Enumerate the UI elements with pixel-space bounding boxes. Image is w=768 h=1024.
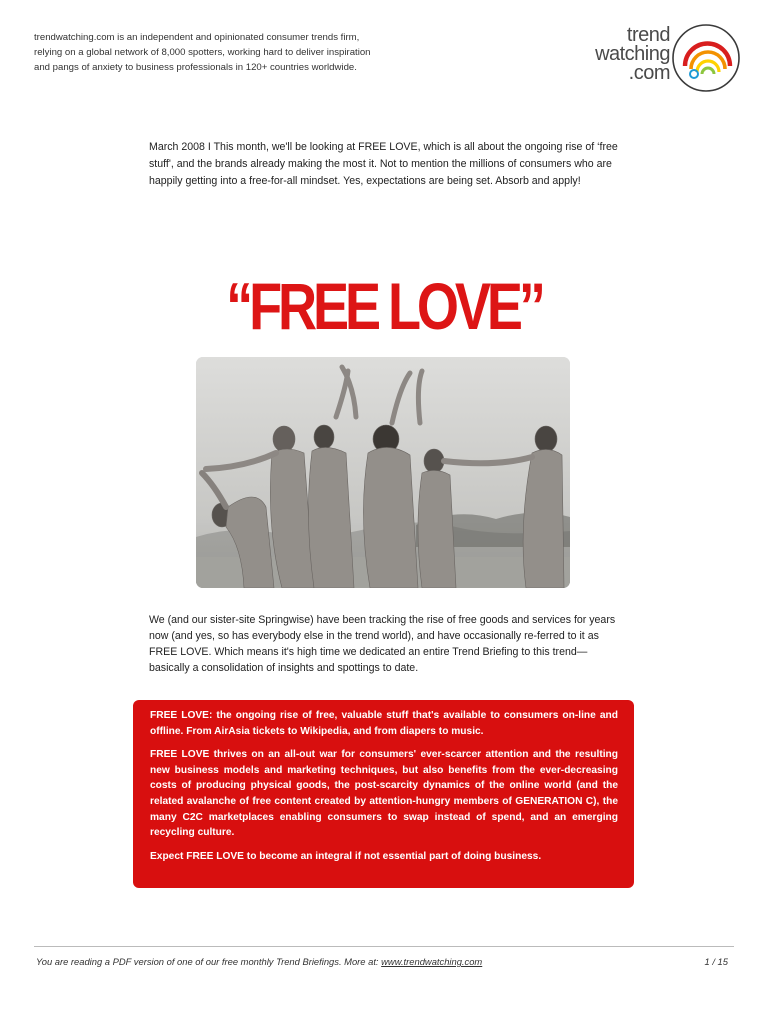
- footer-link[interactable]: www.trendwatching.com: [381, 956, 483, 967]
- expectation-paragraph: Expect FREE LOVE to become an integral if not essential part of doing business.: [150, 850, 542, 862]
- logo-word-trend: trend: [626, 24, 670, 46]
- footer-divider: [34, 946, 734, 947]
- footer-text: You are reading a PDF version of one of our free monthly Trend Briefings. More at:: [36, 956, 382, 967]
- page-number: 1 / 15: [704, 956, 728, 967]
- body-paragraph: We (and our sister-site Springwise) have been tracking the rise of free goods and services for years now (and yes, so has everybody else in the trend world), and have occasionally re-ferred to it as FREE LOVE. Which means it's high time we dedicated an entire Trend Briefing to this trend—basically a consolidation of insights and spottings to date.: [149, 614, 616, 674]
- intro-line: and pangs of anxiety to business professionals in 120+ countries worldwide.: [34, 62, 357, 73]
- trend-definition-box: [133, 700, 634, 888]
- intro-line: relying on a global network of 8,000 spotters, working hard to deliver inspiration: [34, 47, 371, 58]
- rainbow-logo-icon: [672, 22, 740, 94]
- intro-line: trendwatching.com is an independent and opinionated consumer trends firm,: [34, 32, 360, 43]
- page-title: “FREE LOVE”: [226, 269, 542, 343]
- trendwatching-logo[interactable]: [596, 20, 746, 100]
- logo-word-watching: watching: [595, 43, 670, 65]
- lede-paragraph: March 2008 I This month, we'll be looking at FREE LOVE, which is all about the ongoing rise of ‘free stuff', and the brands already making the most it. Not to mention the millions of consumers who are happily getting into a free-for-all mindset. Yes, expectations are being set. Absorb and apply!: [149, 141, 618, 187]
- logo-wordmark: [595, 26, 670, 83]
- definition-paragraph: FREE LOVE: the ongoing rise of free, valuable stuff that's available to consumers on-line and offline. From AirAsia tickets to Wikipedia, and from diapers to music.: [150, 710, 618, 737]
- logo-word-com: .com: [628, 62, 670, 84]
- footer-note: [36, 956, 728, 967]
- intro-text: [34, 30, 414, 75]
- vintage-dancers-image: [196, 357, 570, 588]
- drivers-paragraph: FREE LOVE thrives on an all-out war for consumers' ever-scarcer attention and the resulting new business models and marketing techniques, but also benefits from the ever-decreasing costs of producing physical goods, the post-scarcity dynamics of the online world (and the related avalanche of free content created by attention-hungry members of GENERATION C), the many C2C marketplaces enabling consumers to swap instead of spend, and an emerging recycling culture.: [150, 749, 618, 839]
- hero-photo: [196, 357, 570, 588]
